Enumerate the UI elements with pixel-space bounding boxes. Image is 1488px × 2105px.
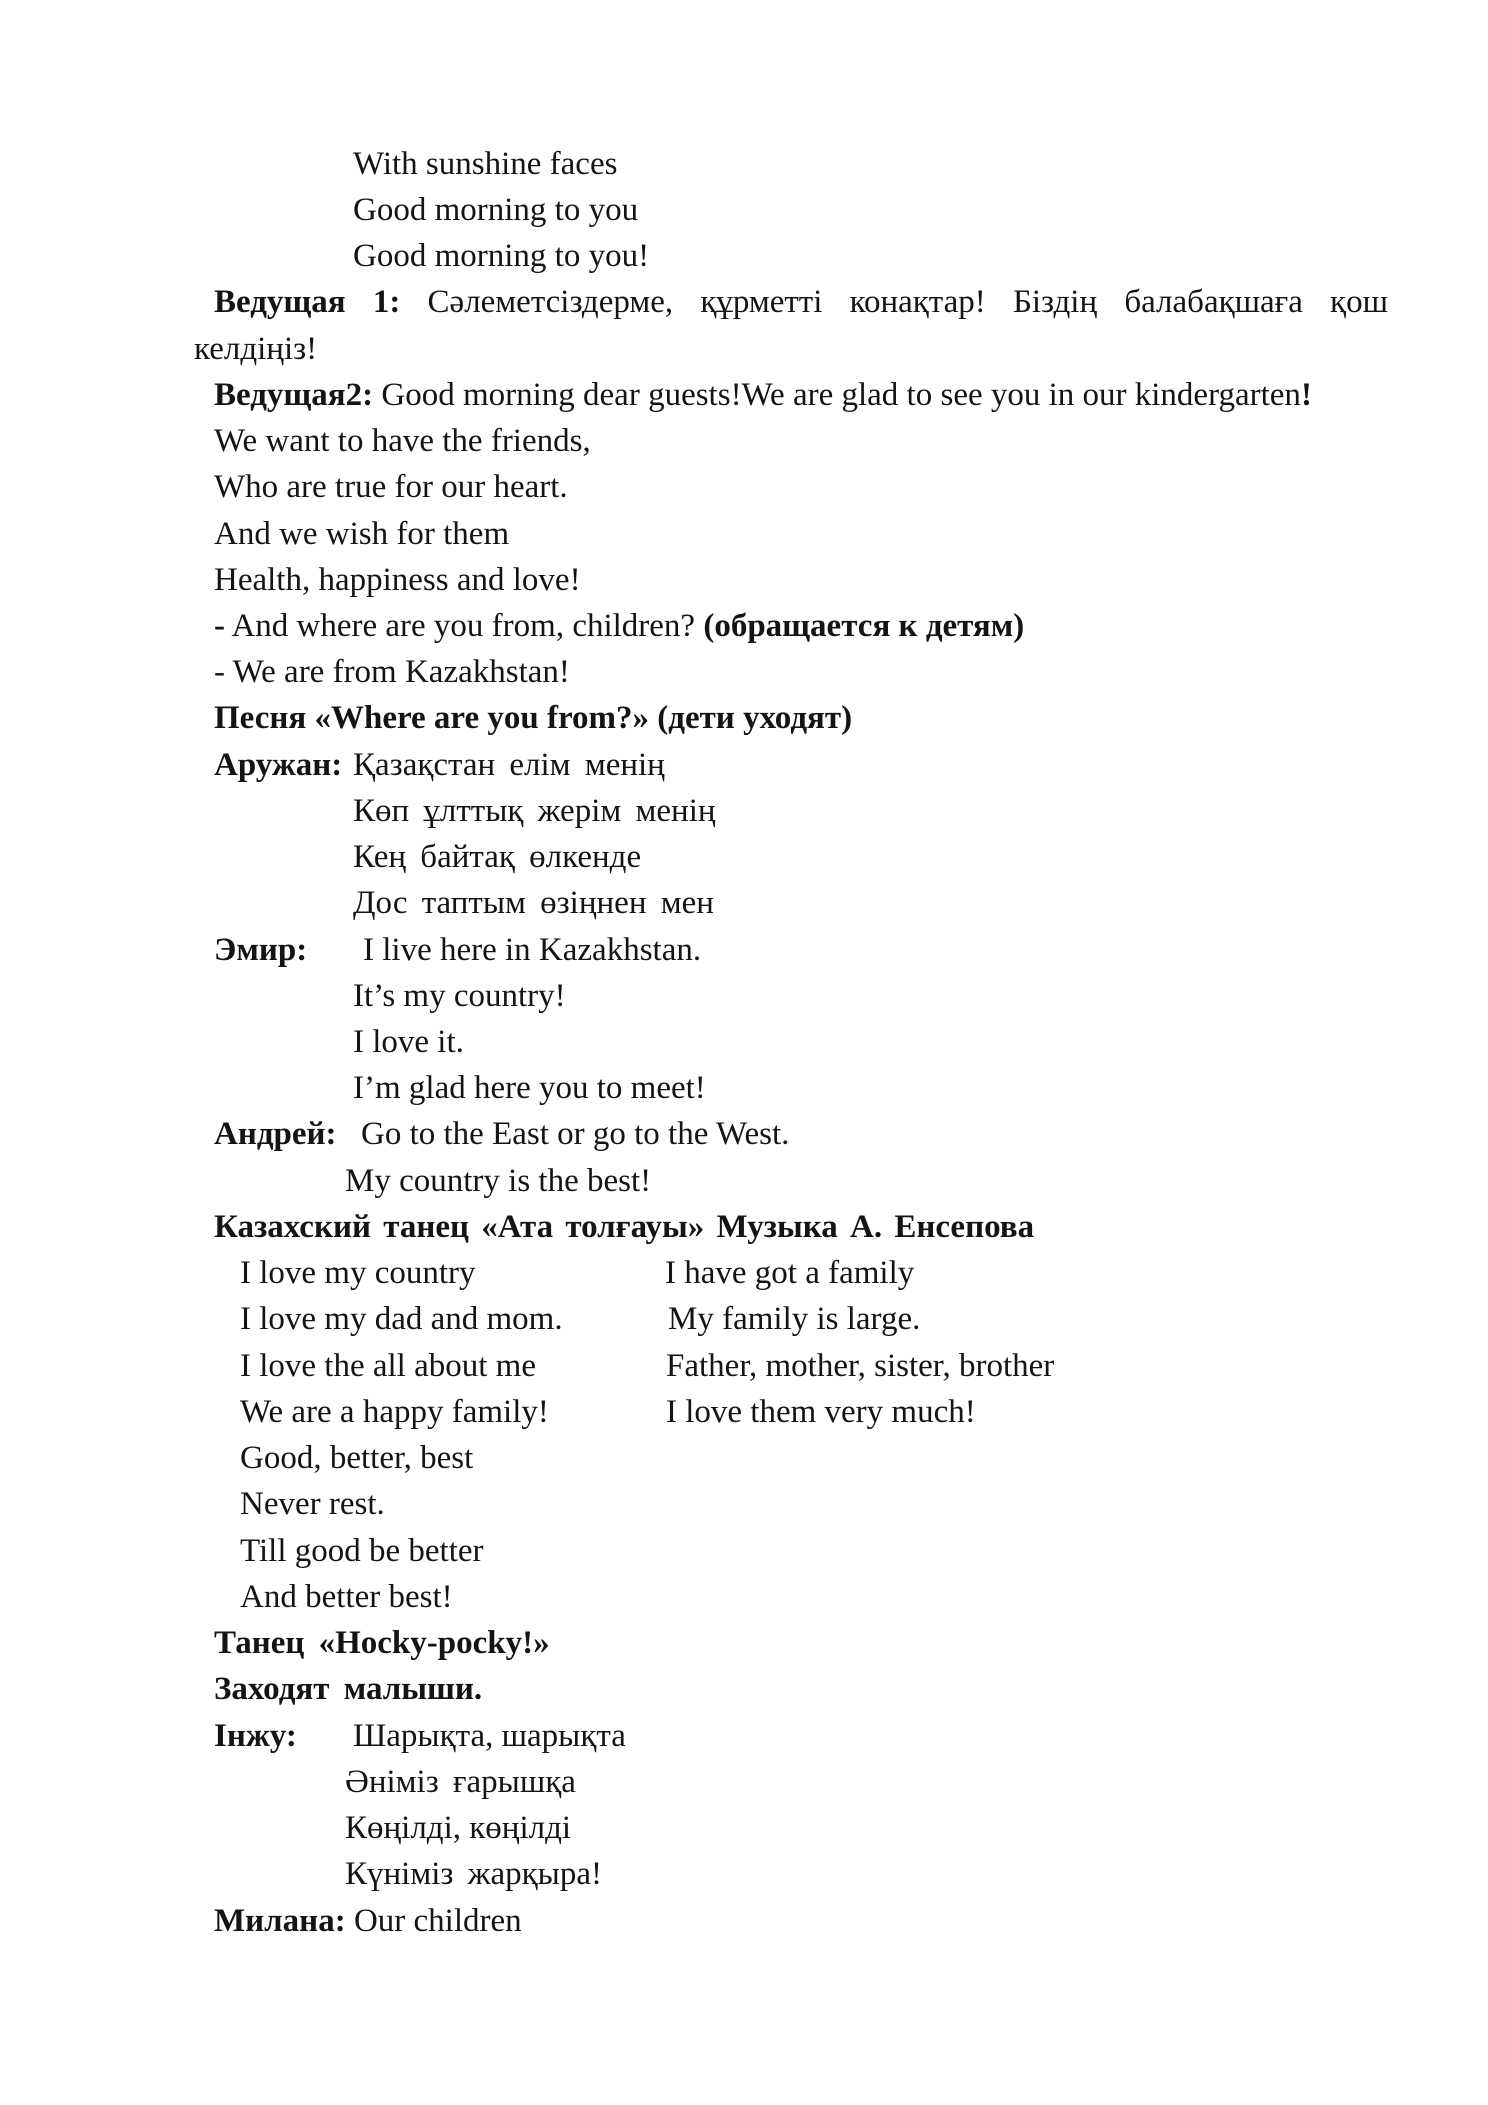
milana-speaker: Милана: <box>214 1903 346 1939</box>
milana-text: Our children <box>353 1903 522 1939</box>
inzhu-line: Күніміз жарқыра! <box>345 1856 602 1892</box>
intro-line: Good morning to you <box>353 192 639 228</box>
host1-text-cont: келдіңіз! <box>194 331 318 367</box>
left-column-line: I love my country <box>240 1255 476 1291</box>
aruzhan-line: Қазақстан елім менің <box>353 747 665 783</box>
right-column-line: Father, mother, sister, brother <box>666 1348 1055 1384</box>
aruzhan-speaker: Аружан: <box>214 747 343 783</box>
emir-line: I live here in Kazakhstan. <box>363 932 702 968</box>
emir-line: I’m glad here you to meet! <box>353 1070 706 1106</box>
question-line <box>214 610 1024 643</box>
left-column-line: Till good be better <box>240 1533 484 1569</box>
right-column-line: I love them very much! <box>666 1394 976 1430</box>
inzhu-line: Әніміз ғарышқа <box>345 1764 576 1800</box>
emir-line: It’s my country! <box>353 978 566 1014</box>
left-column-line: Never rest. <box>240 1486 385 1522</box>
host1-paragraph <box>214 286 1388 319</box>
enter-note: Заходят малыши. <box>214 1671 483 1707</box>
milana-line <box>214 1905 522 1938</box>
inzhu-line: Шарықта, шарықта <box>353 1718 626 1754</box>
host1-text: Сәлеметсіздерме, құрметті конақтар! Біздің балабақшаға қош <box>427 284 1389 320</box>
intro-line: With sunshine faces <box>353 146 618 182</box>
andrey-line: Go to the East or go to the West. <box>361 1116 790 1152</box>
song-title: Песня «Where are you from?» (дети уходят) <box>214 700 853 736</box>
left-column-line: I love my dad and mom. <box>240 1301 563 1337</box>
poem-line: Who are true for our heart. <box>214 469 568 505</box>
poem-line: Health, happiness and love! <box>214 562 581 598</box>
left-column-line: I love the all about me <box>240 1348 536 1384</box>
inzhu-speaker: Інжу: <box>214 1718 297 1754</box>
intro-line: Good morning to you! <box>353 238 650 274</box>
question-text: And where are you from, children? <box>231 608 696 644</box>
host2-speaker: Ведущая2: <box>214 377 374 413</box>
aruzhan-line: Дос таптым өзіңнен мен <box>353 885 714 921</box>
question-note: (обращается к детям) <box>703 608 1025 644</box>
host2-paragraph <box>214 379 1312 412</box>
right-column-line: I have got a family <box>665 1255 915 1291</box>
dance2-title: Танец «Hocky-pocky!» <box>214 1625 550 1661</box>
emir-line: I love it. <box>353 1024 464 1060</box>
inzhu-line: Көңілді, көңілді <box>345 1810 572 1846</box>
poem-line: And we wish for them <box>214 516 510 552</box>
left-column-line: And better best! <box>240 1579 453 1615</box>
aruzhan-line: Кең байтақ өлкенде <box>353 839 642 875</box>
question-dash: - <box>214 608 225 644</box>
host1-speaker: Ведущая 1: <box>214 284 401 320</box>
right-column-line: My family is large. <box>668 1301 921 1337</box>
dance-title: Казахский танец «Ата толғауы» Музыка А. Енсепова <box>214 1209 1035 1245</box>
left-column-line: We are a happy family! <box>240 1394 549 1430</box>
host2-end-mark: ! <box>1300 377 1312 413</box>
left-column-line: Good, better, best <box>240 1440 474 1476</box>
poem-line: We want to have the friends, <box>214 423 591 459</box>
andrey-line: My country is the best! <box>345 1163 652 1199</box>
andrey-speaker: Андрей: <box>214 1116 337 1152</box>
answer-line: - We are from Kazakhstan! <box>214 654 570 690</box>
emir-speaker: Эмир: <box>214 932 308 968</box>
aruzhan-line: Көп ұлттық жерім менің <box>353 793 716 829</box>
host2-text: Good morning dear guests!We are glad to see you in our kindergarten <box>381 377 1301 413</box>
